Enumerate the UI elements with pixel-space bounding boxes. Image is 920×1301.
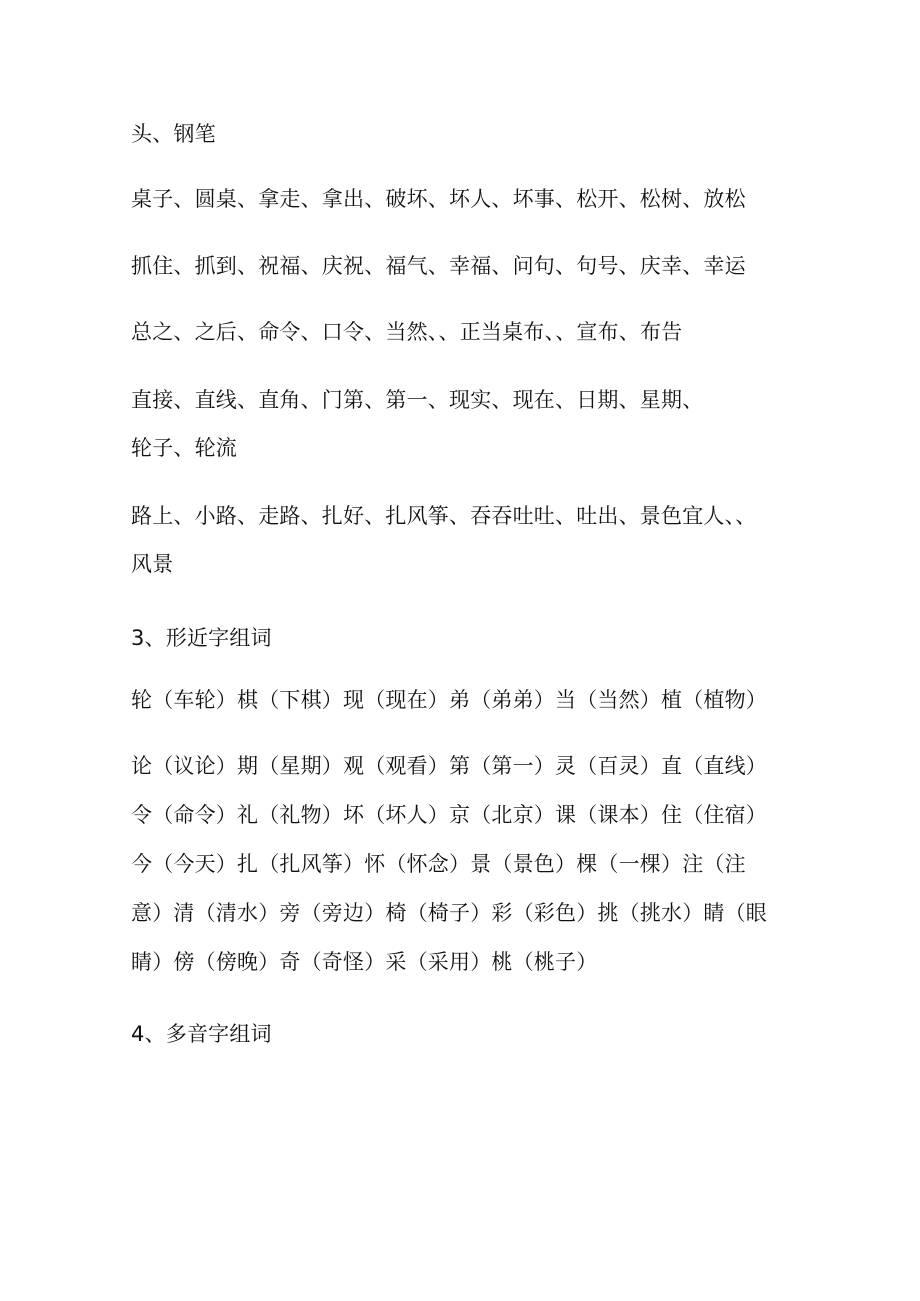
word-group-line: 桌子、圆桌、拿走、拿出、破坏、坏人、坏事、松开、松树、放松 — [131, 187, 746, 211]
similar-char-line: 令（命令）礼（礼物）坏（坏人）京（北京）课（课本）住（住宿） — [131, 803, 767, 827]
similar-char-line: 论（议论）期（星期）观（观看）第（第一）灵（百灵）直（直线） — [131, 754, 767, 778]
similar-char-line: 轮（车轮）棋（下棋）现（现在）弟（弟弟）当（当然）植（植物） — [131, 688, 767, 712]
similar-char-line: 今（今天）扎（扎风筝）怀（怀念）景（景色）棵（一棵）注（注 — [131, 852, 746, 876]
word-group-line: 轮子、轮流 — [131, 436, 237, 460]
word-group-line: 路上、小路、走路、扎好、扎风筝、吞吞吐吐、吐出、景色宜人、、 — [131, 504, 757, 528]
section-heading-polyphonic: 4、多音字组词 — [131, 1022, 272, 1046]
similar-char-line: 睛）傍（傍晚）奇（奇怪）采（采用）桃（桃子） — [131, 950, 598, 974]
word-group-line: 总之、之后、命令、口令、当然、、正当桌布、、宣布、布告 — [131, 320, 683, 344]
word-group-line: 风景 — [131, 552, 174, 576]
section-heading-similar-chars: 3、形近字组词 — [131, 626, 272, 650]
similar-char-line: 意）清（清水）旁（旁边）椅（椅子）彩（彩色）挑（挑水）睛（眼 — [131, 901, 767, 925]
word-group-line: 头、钢笔 — [131, 122, 216, 146]
word-group-line: 直接、直线、直角、门第、第一、现实、现在、日期、星期、 — [131, 388, 704, 412]
word-group-line: 抓住、抓到、祝福、庆祝、福气、幸福、问句、句号、庆幸、幸运 — [131, 254, 746, 278]
